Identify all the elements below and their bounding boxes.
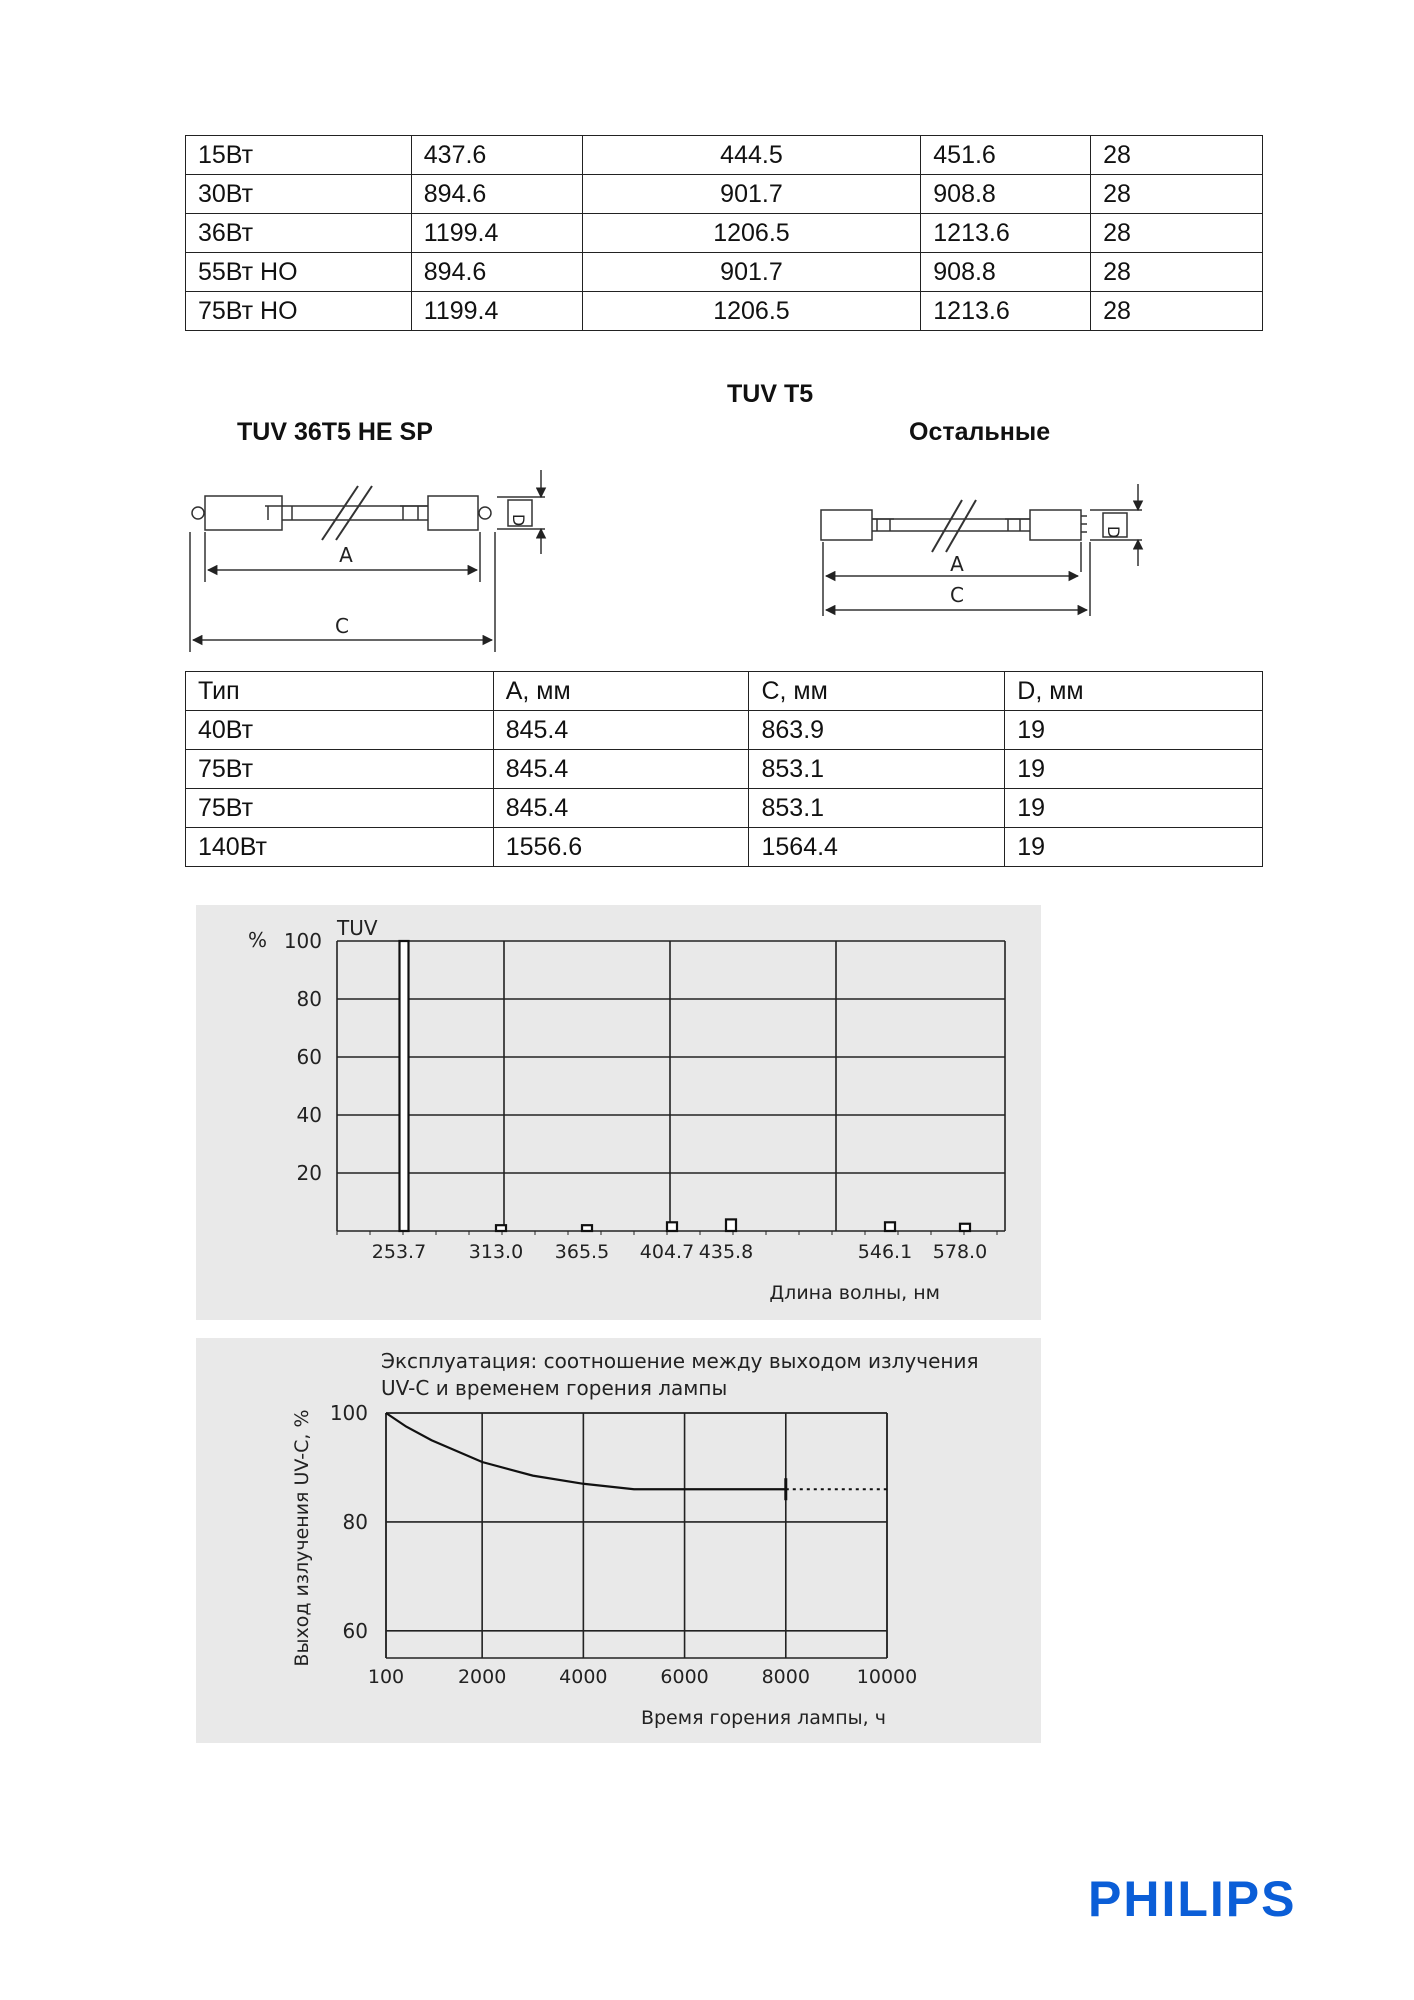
dimension-label-a-right: A xyxy=(950,552,964,576)
table-cell: 437.6 xyxy=(411,136,582,175)
spectrum-bar xyxy=(667,1222,677,1231)
column-header: D, мм xyxy=(1005,672,1263,711)
table-cell: 28 xyxy=(1091,292,1263,331)
table-cell: 1206.5 xyxy=(582,292,921,331)
x-tick-label: 100 xyxy=(367,1666,405,1688)
x-tick-label: 253.7 xyxy=(371,1241,427,1263)
spectrum-bar xyxy=(400,941,409,1231)
column-header: A, мм xyxy=(493,672,749,711)
x-axis-label: Время горения лампы, ч xyxy=(640,1707,886,1729)
table-cell: 1199.4 xyxy=(411,292,582,331)
table-row xyxy=(186,136,1263,175)
dimensions-table xyxy=(185,671,1263,867)
x-tick-label: 6000 xyxy=(660,1666,709,1688)
table-cell: 75Вт xyxy=(186,789,494,828)
table-row xyxy=(186,828,1263,867)
x-tick-label: 8000 xyxy=(761,1666,810,1688)
table-row xyxy=(186,789,1263,828)
table-row xyxy=(186,253,1263,292)
table-cell: 55Вт HO xyxy=(186,253,412,292)
spectrum-bar xyxy=(582,1225,592,1231)
table-cell: 19 xyxy=(1005,828,1263,867)
x-tick-label: 2000 xyxy=(457,1666,507,1688)
table-cell: 36Вт xyxy=(186,214,412,253)
table-cell: 845.4 xyxy=(493,789,749,828)
table-cell: 28 xyxy=(1091,136,1263,175)
lifetime-chart-panel xyxy=(196,1338,1041,1743)
table-cell: 1206.5 xyxy=(582,214,921,253)
x-tick-label: 313.0 xyxy=(468,1241,524,1263)
spectrum-bar xyxy=(960,1224,970,1231)
table-header-row xyxy=(186,672,1263,711)
x-tick-label: 546.1 xyxy=(857,1241,913,1263)
table-cell: 1213.6 xyxy=(921,292,1091,331)
table-cell: 28 xyxy=(1091,175,1263,214)
table-cell: 1213.6 xyxy=(921,214,1091,253)
x-tick-label: 435.8 xyxy=(698,1241,754,1263)
left-lamp-drawing xyxy=(190,470,545,652)
chart-title-line-2: UV-C и временем горения лампы xyxy=(381,1376,728,1400)
table-cell: 901.7 xyxy=(582,175,921,214)
table-cell: 863.9 xyxy=(749,711,1005,750)
dimension-label-a: A xyxy=(339,543,353,567)
table-cell: 15Вт xyxy=(186,136,412,175)
y-tick-label: 80 xyxy=(296,987,322,1011)
table-cell: 19 xyxy=(1005,789,1263,828)
section-title: TUV T5 xyxy=(727,380,814,408)
spectrum-chart-panel xyxy=(196,905,1041,1320)
y-tick-label: 60 xyxy=(296,1045,322,1069)
column-header: C, мм xyxy=(749,672,1005,711)
table-cell: 853.1 xyxy=(749,750,1005,789)
dimension-label-c-right: C xyxy=(950,583,964,607)
right-lamp-label: Остальные xyxy=(909,418,1051,446)
table-cell: 853.1 xyxy=(749,789,1005,828)
table-cell: 451.6 xyxy=(921,136,1091,175)
philips-logo: PHILIPS xyxy=(1088,1871,1297,1927)
y-tick-label: 20 xyxy=(296,1161,322,1185)
table-cell: 845.4 xyxy=(493,711,749,750)
left-lamp-label: TUV 36T5 HE SP xyxy=(237,418,433,446)
table-row xyxy=(186,711,1263,750)
table-row xyxy=(186,292,1263,331)
table-cell: 444.5 xyxy=(582,136,921,175)
table-cell: 30Вт xyxy=(186,175,412,214)
table-cell: 140Вт xyxy=(186,828,494,867)
table-cell: 40Вт xyxy=(186,711,494,750)
dimension-label-d-right: D xyxy=(1104,525,1123,539)
table-row xyxy=(186,750,1263,789)
table-cell: 75Вт HO xyxy=(186,292,412,331)
y-tick-label: 100 xyxy=(283,929,322,953)
chart-title: TUV xyxy=(337,916,378,940)
table-cell: 28 xyxy=(1091,253,1263,292)
x-tick-label: 10000 xyxy=(856,1666,918,1688)
table-cell: 894.6 xyxy=(411,253,582,292)
spectrum-bar xyxy=(885,1222,895,1231)
table-cell: 901.7 xyxy=(582,253,921,292)
table-cell: 894.6 xyxy=(411,175,582,214)
table-cell: 908.8 xyxy=(921,253,1091,292)
y-tick-label: 60 xyxy=(342,1618,368,1643)
table-row xyxy=(186,214,1263,253)
spectrum-bar xyxy=(726,1219,736,1231)
top-lamp-table xyxy=(185,135,1263,331)
table-cell: 1556.6 xyxy=(493,828,749,867)
y-tick-label: 40 xyxy=(296,1103,322,1127)
table-cell: 19 xyxy=(1005,750,1263,789)
y-axis-label: Выход излучения UV-C, % xyxy=(291,1409,313,1667)
x-tick-label: 578.0 xyxy=(932,1241,988,1263)
y-tick-label: 100 xyxy=(329,1401,368,1425)
table-cell: 28 xyxy=(1091,214,1263,253)
x-axis-label: Длина волны, нм xyxy=(769,1282,940,1304)
x-tick-label: 404.7 xyxy=(639,1241,695,1263)
lamp-dimension-diagram xyxy=(0,440,1414,660)
uvc-output-line xyxy=(386,1413,786,1489)
x-tick-label: 4000 xyxy=(559,1666,608,1688)
table-cell: 19 xyxy=(1005,711,1263,750)
table-cell: 908.8 xyxy=(921,175,1091,214)
spectrum-bar xyxy=(496,1225,506,1231)
dimension-label-c: C xyxy=(335,614,349,638)
table-cell: 845.4 xyxy=(493,750,749,789)
y-tick-label: 80 xyxy=(342,1509,368,1534)
lifetime-chart xyxy=(196,1338,1041,1743)
x-tick-label: 365.5 xyxy=(554,1241,610,1263)
y-axis-label: % xyxy=(248,928,268,952)
right-lamp-drawing xyxy=(821,484,1142,616)
table-cell: 75Вт xyxy=(186,750,494,789)
dimension-label-d: D xyxy=(509,513,528,527)
table-cell: 1564.4 xyxy=(749,828,1005,867)
table-row xyxy=(186,175,1263,214)
column-header: Тип xyxy=(186,672,494,711)
spectrum-chart xyxy=(196,905,1041,1320)
table-cell: 1199.4 xyxy=(411,214,582,253)
chart-title-line-1: Эксплуатация: соотношение между выходом излучения xyxy=(381,1349,979,1373)
